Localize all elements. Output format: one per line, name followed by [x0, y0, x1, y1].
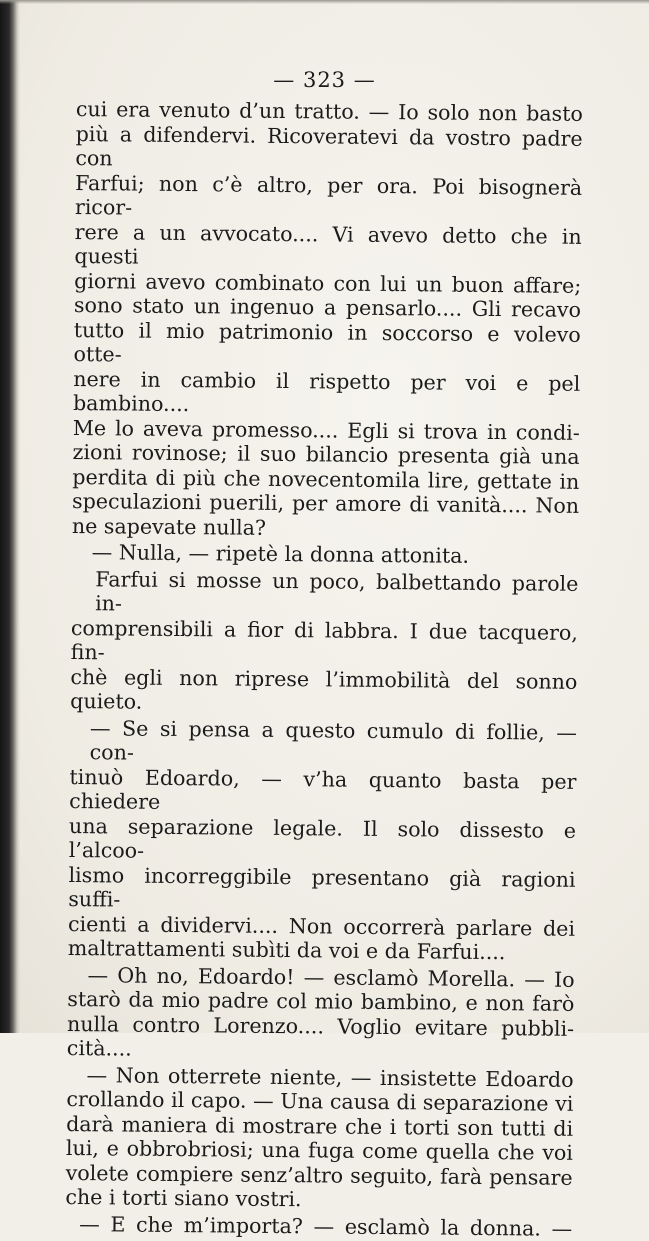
body-text — [65, 97, 583, 1241]
text-line: rere a un avvocato.... Vi avevo detto che in questi — [74, 219, 582, 269]
paragraph — [65, 1211, 572, 1240]
text-line: lismo incorreggibile presentano già ragioni suffi- — [68, 862, 576, 912]
text-line: crollando il capo. — Una causa di separazione vi — [66, 1086, 574, 1116]
text-line: darà maniera di mostrare che i torti son tutti di — [66, 1111, 574, 1141]
text-line: cui era venuto d’un tratto. — Io solo non basto — [75, 97, 583, 126]
text-line: nulla contro Lorenzo.... Voglio evitare pubbli- — [66, 1011, 575, 1041]
text-line: Farfui si mosse un poco, balbettando parole in- — [95, 566, 579, 616]
text-line: nere in cambio il rispetto per voi e pel bambino.... — [72, 366, 581, 417]
text-line: — Se si pensa a questo cumulo di follie, — con- — [89, 715, 578, 765]
paragraph — [65, 1062, 573, 1214]
paragraph — [68, 715, 577, 965]
text-line: che i torti siano vostri. — [65, 1184, 302, 1212]
text-line: volete compiere senz’altro seguito, farà pensare — [65, 1160, 573, 1190]
text-line: ne sapevate nulla? — [71, 513, 267, 540]
text-line: — Nulla, — ripetè la donna attonita. — [91, 540, 470, 568]
text-line: Me lo aveva promesso.... Egli si trova in condi- — [72, 415, 580, 445]
text-line: lui, e obbrobriosi; una fuga come quella che voi — [65, 1135, 574, 1165]
text-line: tinuò Edoardo, — v’ha quanto basta per chiedere — [69, 764, 577, 814]
book-spine-shadow — [0, 0, 20, 1033]
text-line: giorni avevo combinato con lui un buon affare; — [74, 268, 582, 298]
text-line: starò da mio padre col mio bambino, e non farò — [67, 986, 575, 1016]
text-line: perdita di più che novecentomila lire, gettate in — [72, 464, 580, 494]
text-line: maltrattamenti subìti da voi e da Farfui.... — [67, 935, 506, 965]
text-line: cienti a dividervi.... Non occorrerà parlare dei — [67, 911, 576, 941]
page-number: — 323 — — [273, 68, 376, 92]
text-line: zioni rovinose; il suo bilancio presenta già una — [72, 439, 580, 469]
text-line: sono stato un ingenuo a pensarlo.... Gli recavo — [73, 292, 582, 322]
text-line: speculazioni puerili, per amore di vanità.... Non — [72, 488, 580, 518]
text-line: una separazione legale. Il solo dissesto e l’alcoo- — [68, 813, 577, 863]
text-line: — Oh no, Edoardo! — esclamò Morella. — Io — [87, 962, 575, 992]
text-line: più a difendervi. Ricoveratevi da vostro padre con — [75, 121, 583, 171]
page-top-edge — [0, 0, 649, 4]
text-line: chè egli non riprese l’immobilità del sonno quieto. — [70, 664, 578, 714]
text-line: — Non otterrete niente, — insistette Edoardo — [86, 1062, 574, 1092]
paragraph — [70, 566, 578, 718]
text-line: comprensibili a fior di labbra. I due tacquero, fin- — [70, 615, 578, 665]
text-line: tutto il mio patrimonio in soccorso e volevo otte- — [73, 317, 581, 367]
text-line: Farfui; non c’è altro, per ora. Poi bisognerà ricor- — [74, 170, 583, 220]
paragraph — [72, 540, 579, 569]
paragraph — [67, 962, 575, 1065]
text-line: — E che m’importa? — esclamò la donna. — — [79, 1211, 573, 1241]
paragraph — [72, 97, 583, 543]
text-line: cità.... — [66, 1035, 132, 1061]
